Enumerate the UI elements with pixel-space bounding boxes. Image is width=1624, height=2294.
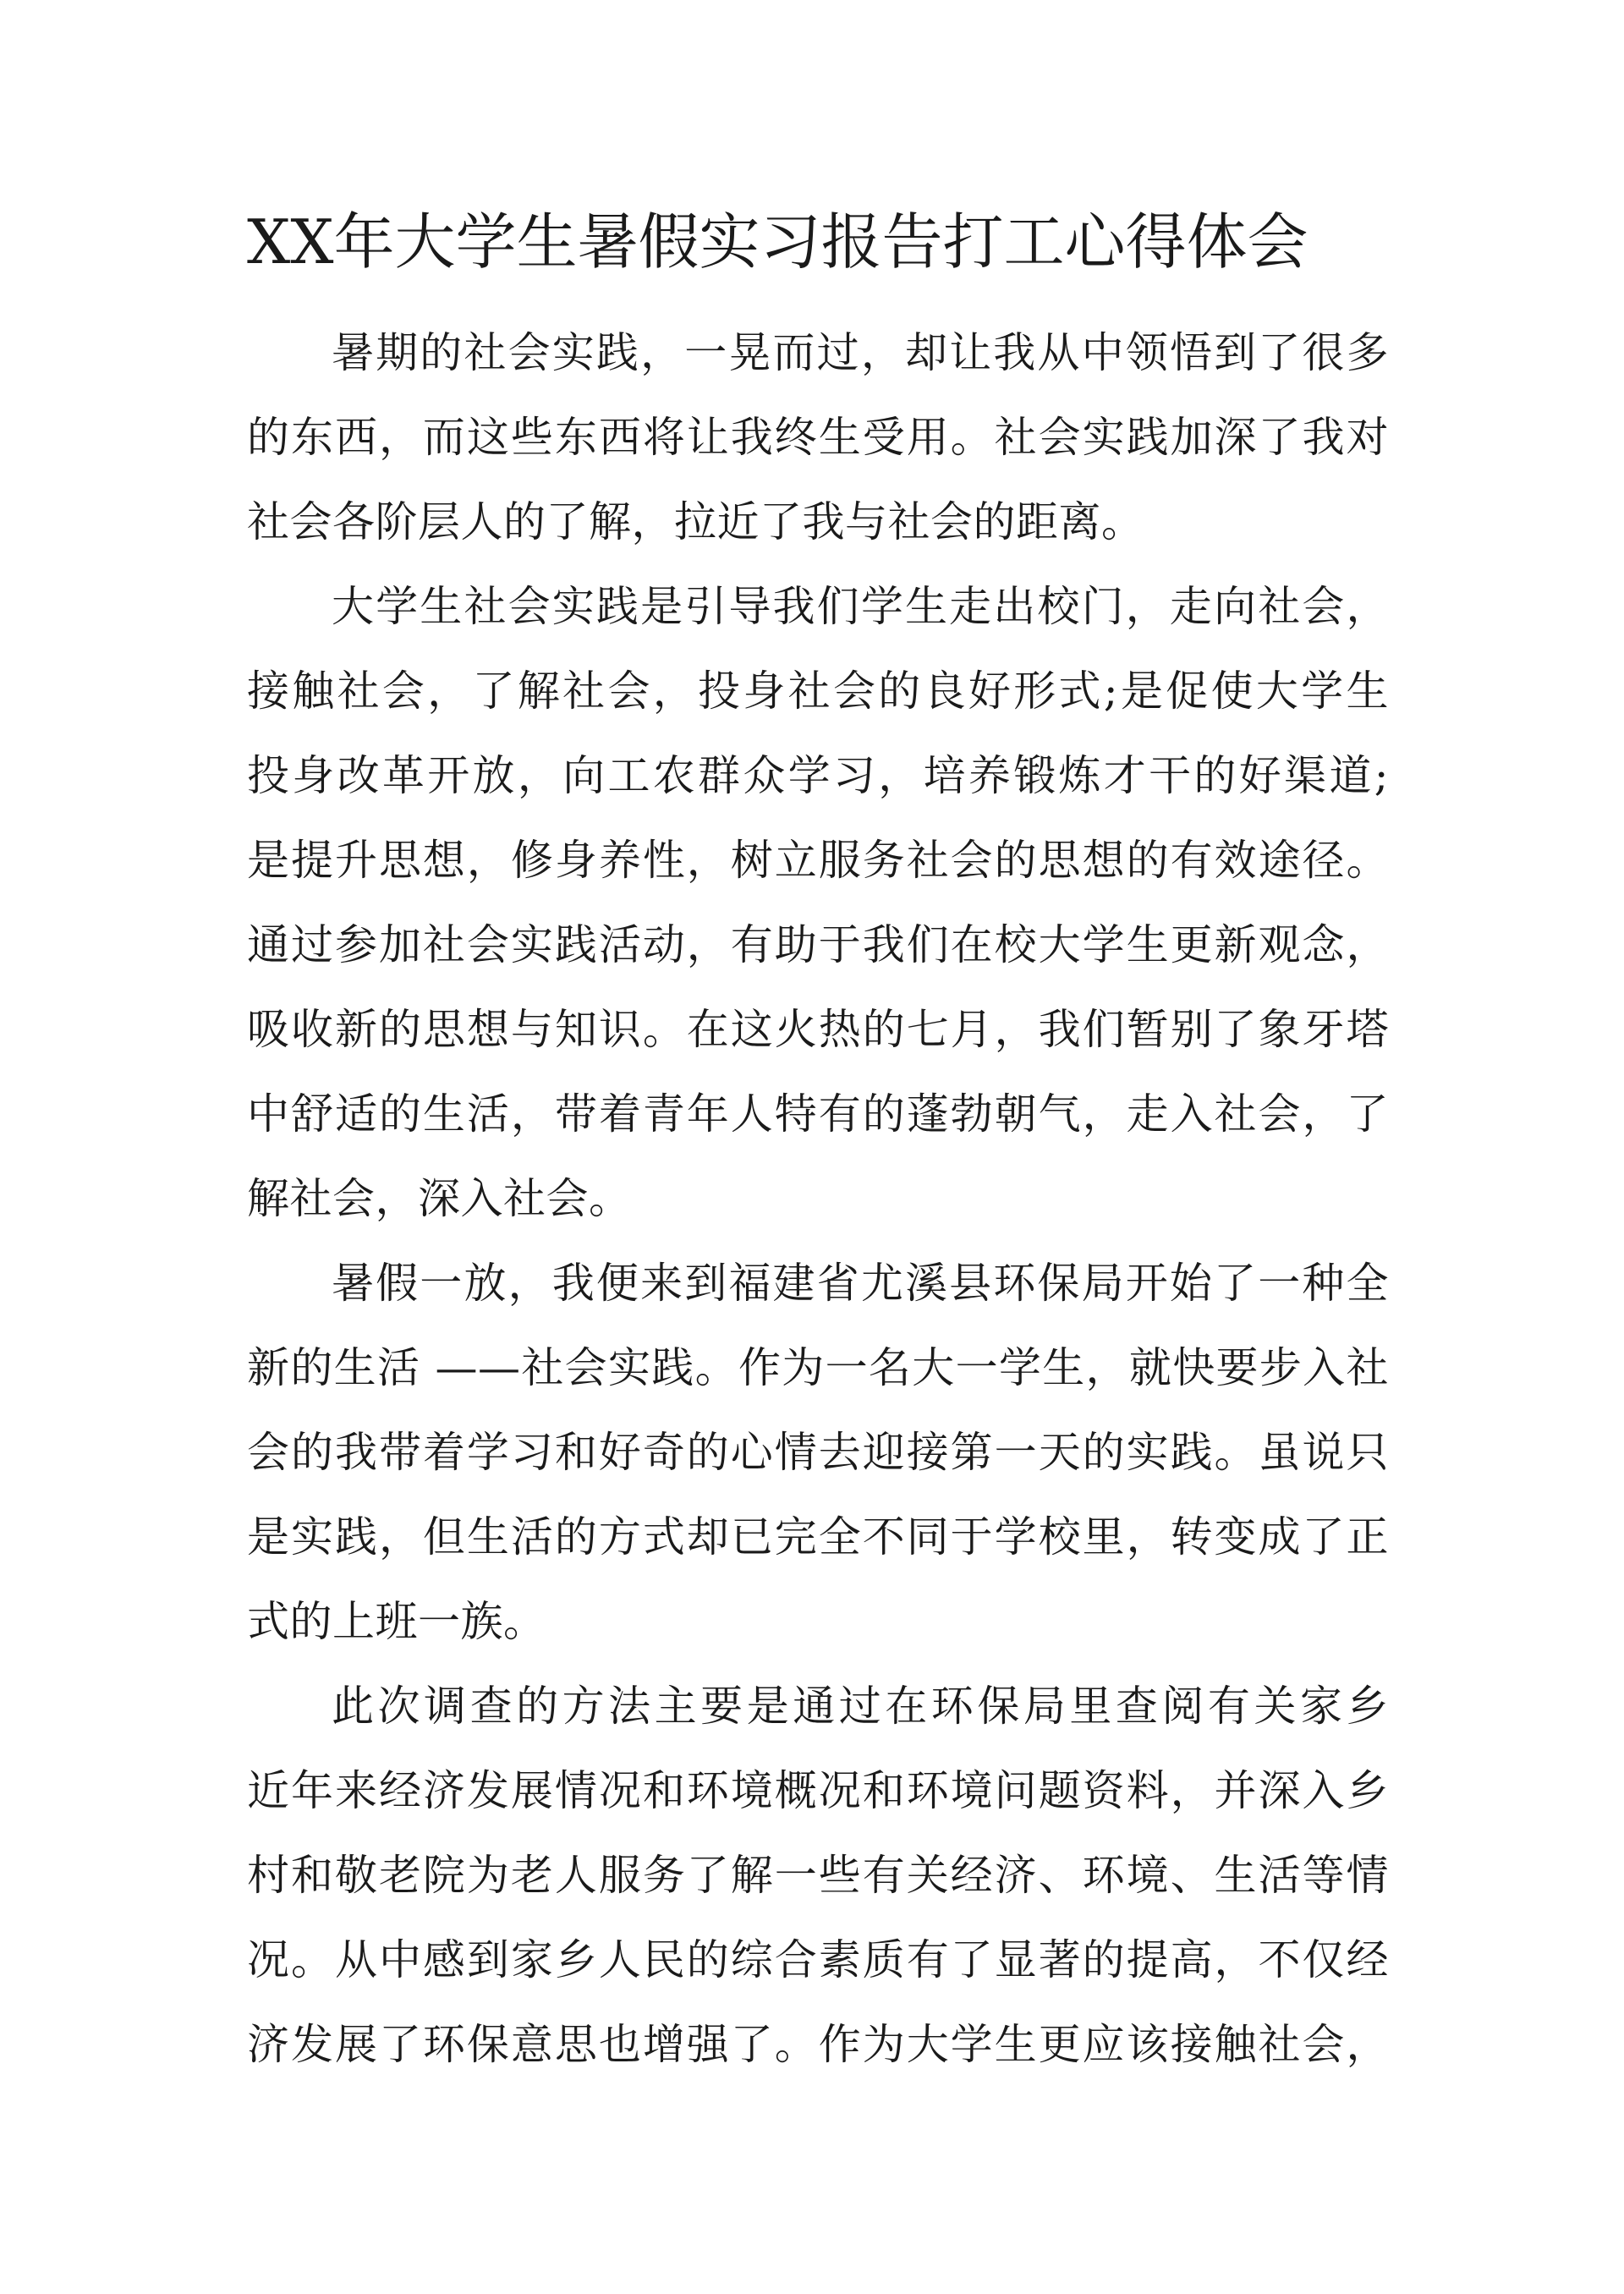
paragraph-line: 会的我带着学习和好奇的心情去迎接第一天的实践。虽说只 [247,1428,1389,1477]
paragraph-3 [247,1241,1389,1664]
paragraph-line: 的东西，而这些东西将让我终生受用。社会实践加深了我对 [247,413,1389,462]
paragraph-line: 济发展了环保意思也增强了。作为大学生更应该接触社会， [247,2020,1389,2069]
paragraph-line: 新的生活 ——社会实践。作为一名大一学生，就快要步入社 [247,1343,1389,1392]
paragraph-line: 通过参加社会实践活动，有助于我们在校大学生更新观念， [247,920,1389,969]
paragraph-line: 况。从中感到家乡人民的综合素质有了显著的提高，不仅经 [247,1935,1389,1984]
paragraph-line: 暑期的社会实践，一晃而过，却让我从中领悟到了很多 [332,328,1389,377]
paragraph-line: 吸收新的思想与知识。在这火热的七月，我们暂别了象牙塔 [247,1005,1389,1054]
paragraph-2 [247,564,1389,1241]
paragraph-1 [247,310,1389,564]
paragraph-line: 社会各阶层人的了解，拉近了我与社会的距离。 [247,497,1144,546]
paragraph-line: 此次调查的方法主要是通过在环保局里查阅有关家乡 [332,1682,1389,1731]
paragraph-line: 近年来经济发展情况和环境概况和环境问题资料，并深入乡 [247,1766,1389,1815]
document-title: XX年大学生暑假实习报告打工心得体会 [247,206,1309,277]
paragraph-line: 解社会，深入社会。 [247,1174,632,1223]
paragraph-line: 暑假一放，我便来到福建省尤溪县环保局开始了一种全 [332,1259,1389,1308]
paragraph-line: 是提升思想，修身养性，树立服务社会的思想的有效途径。 [247,836,1389,885]
document-body [247,310,1389,2087]
paragraph-line: 投身改革开放，向工农群众学习，培养锻炼才干的好渠道; [247,751,1389,800]
paragraph-line: 是实践，但生活的方式却已完全不同于学校里，转变成了正 [247,1512,1389,1561]
paragraph-line: 接触社会，了解社会，投身社会的良好形式;是促使大学生 [247,667,1389,716]
paragraph-line: 村和敬老院为老人服务了解一些有关经济、环境、生活等情 [247,1851,1389,1900]
paragraph-4 [247,1664,1389,2087]
paragraph-line: 式的上班一族。 [247,1597,546,1646]
paragraph-line: 大学生社会实践是引导我们学生走出校门，走向社会， [332,582,1389,631]
paragraph-line: 中舒适的生活，带着青年人特有的蓬勃朝气，走入社会，了 [247,1089,1389,1139]
